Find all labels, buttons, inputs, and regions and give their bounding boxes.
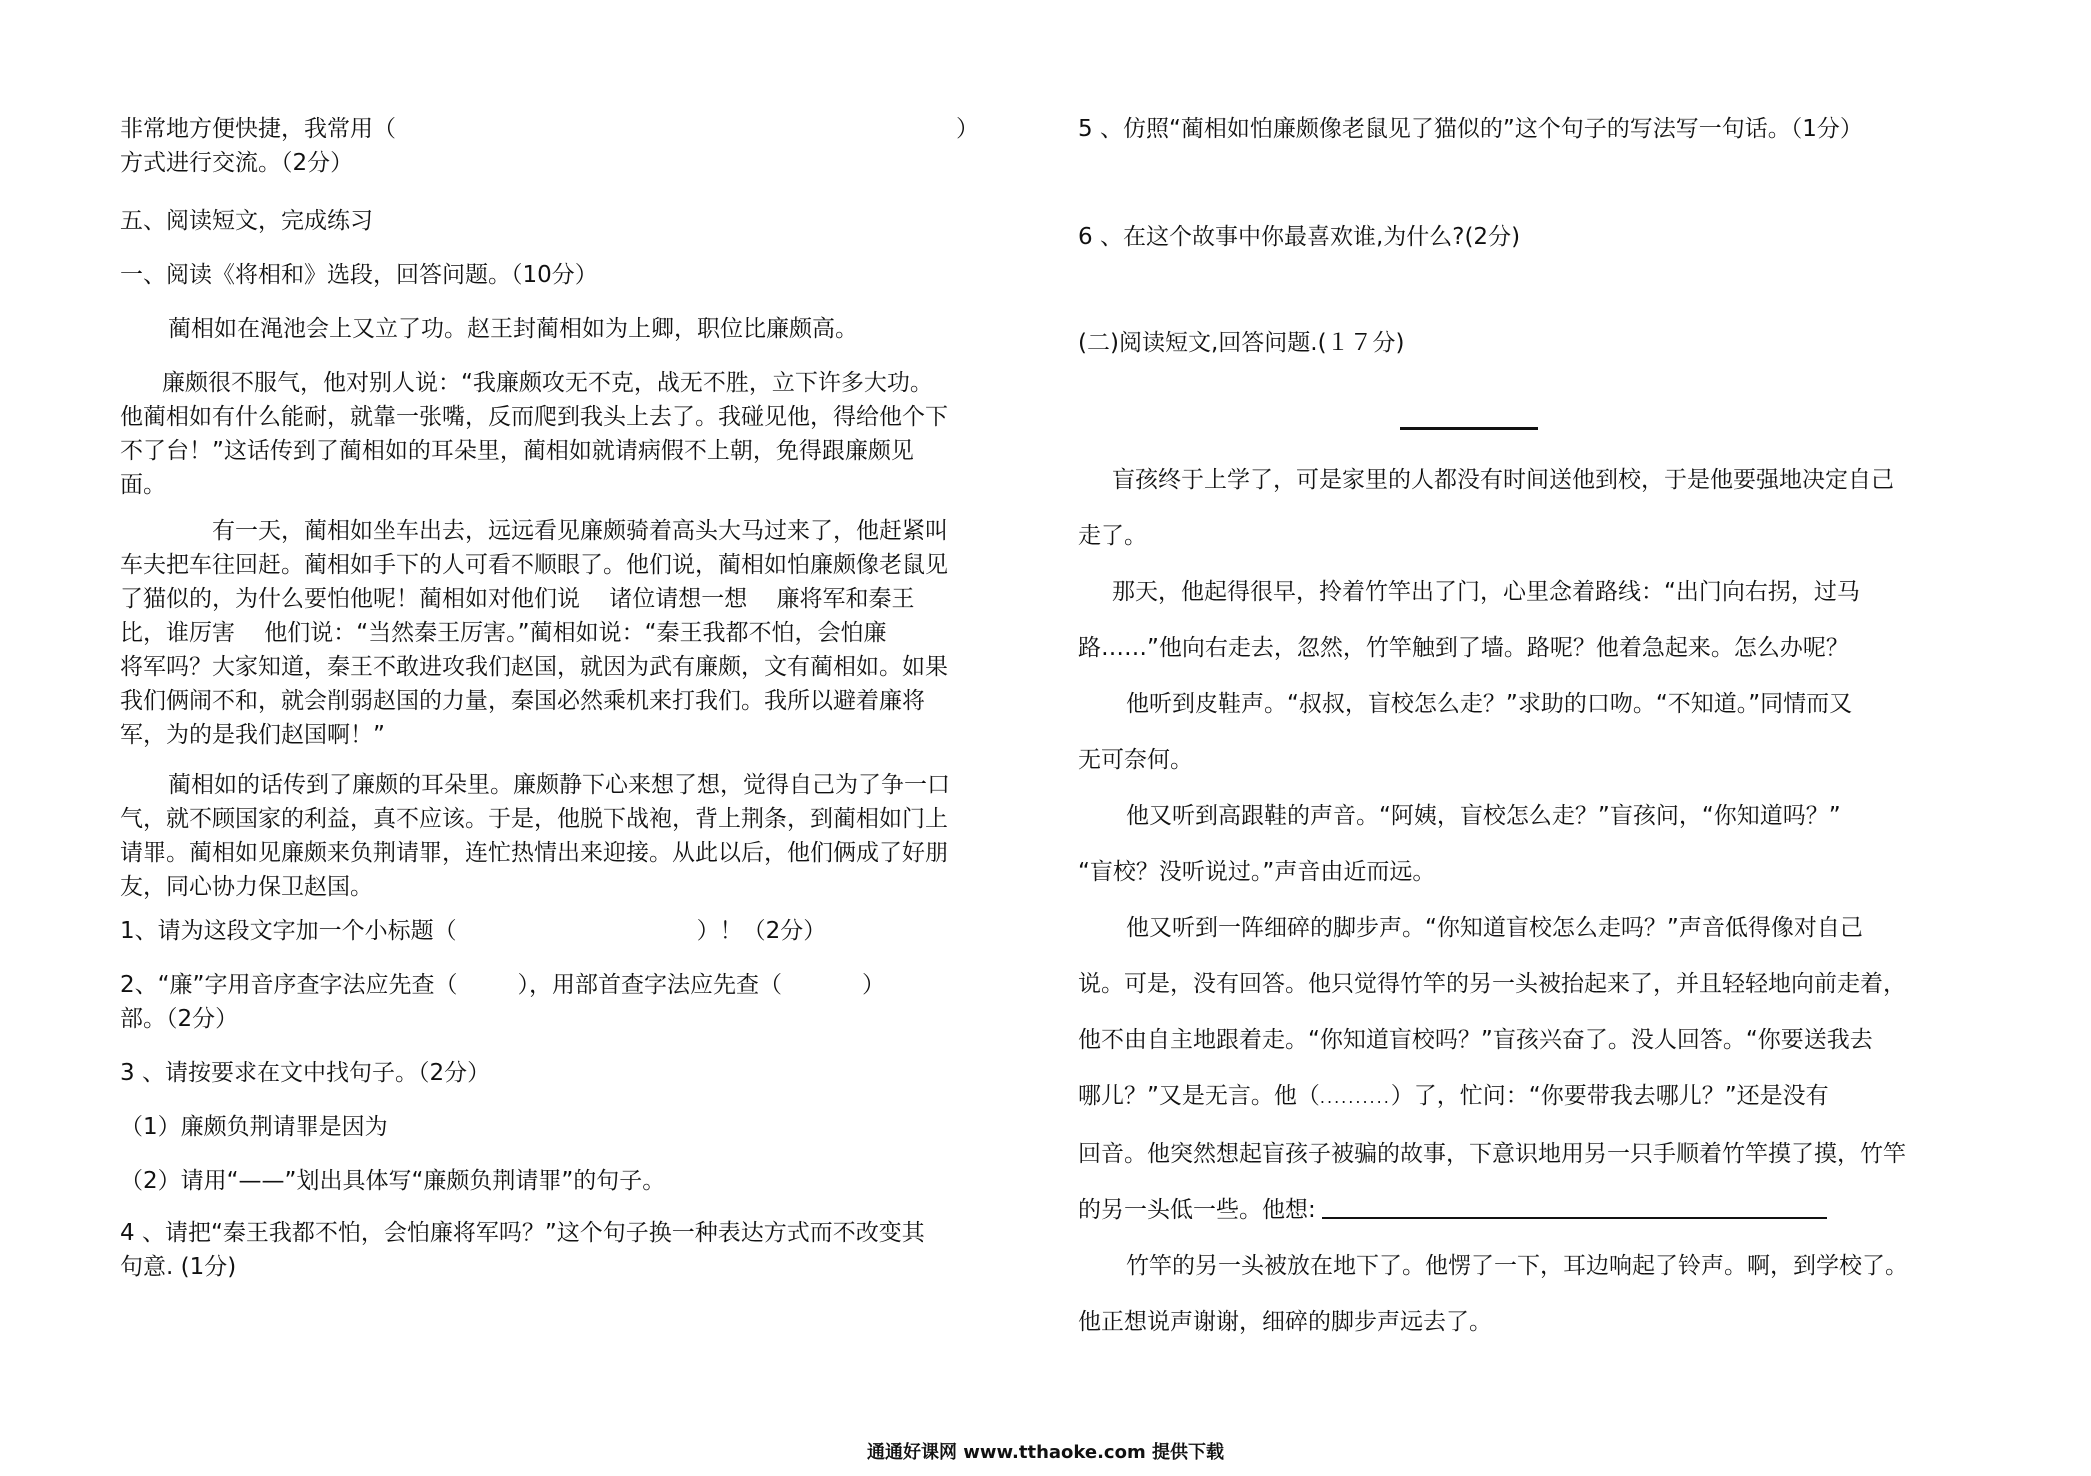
text-line: 路……”他向右走去，忽然，竹竿触到了墙。路呢？他着急起来。怎么办呢？	[1078, 635, 1849, 661]
text-line	[1078, 1068, 1978, 1126]
question-3: 3 、请按要求在文中找句子。（2分）	[120, 1060, 491, 1086]
text-line: 有一天，蔺相如坐车出去，远远看见廉颇骑着高头大马过来了，他赶紧叫	[212, 518, 948, 544]
text-line: 将军吗？大家知道，秦王不敢进攻我们赵国，就因为武有廉颇，文有蔺相如。如果	[120, 654, 948, 680]
story	[1078, 452, 1978, 1350]
text-line: 廉颇很不服气，他对别人说：“我廉颇攻无不克，战无不胜，立下许多大功。	[162, 370, 933, 396]
answer-line	[1322, 1203, 1827, 1219]
text: 1、请为这段文字加一个小标题（	[120, 918, 457, 944]
text: 的另一头低一些。他想:	[1078, 1197, 1316, 1223]
footer: 通通好课网 www.tthaoke.com 提供下载	[867, 1442, 1224, 1463]
text-line: 蔺相如的话传到了廉颇的耳朵里。廉颇静下心来想了想，觉得自己为了争一口	[168, 772, 950, 798]
question-title: 一、阅读《将相和》选段，回答问题。（10分）	[120, 262, 598, 288]
text-line: 面。	[120, 472, 166, 498]
text-line: 他蔺相如有什么能耐，就靠一张嘴，反而爬到我头上去了。我碰见他，得给他个下	[120, 404, 948, 430]
fill-line	[120, 112, 1020, 146]
text-line: 车夫把车往回赶。蔺相如手下的人可看不顺眼了。他们说，蔺相如怕廉颇像老鼠见	[120, 552, 948, 578]
text-line: 4 、请把“秦王我都不怕，会怕廉将军吗？”这个句子换一种表达方式而不改变其	[120, 1220, 925, 1246]
question-3-1: （1）廉颇负荆请罪是因为	[120, 1114, 388, 1140]
text-line: 方式进行交流。（2分）	[120, 150, 354, 176]
question-1	[120, 914, 826, 948]
text-line: 部。（2分）	[120, 1006, 239, 1032]
text-line: 我们俩闹不和，就会削弱赵国的力量，秦国必然乘机来打我们。我所以避着廉将	[120, 688, 925, 714]
passage-paragraph	[120, 366, 948, 502]
text-line: 军，为的是我们赵国啊！”	[120, 722, 385, 748]
question-4	[120, 1216, 925, 1284]
passage-paragraph: 蔺相如在渑池会上又立了功。赵王封蔺相如为上卿，职位比廉颇高。	[168, 316, 858, 342]
text-line: 说。可是，没有回答。他只觉得竹竿的另一头被抬起来了，并且轻轻地向前走着，	[1078, 971, 1906, 997]
text: ），用部首查字法应先查（	[517, 972, 782, 998]
question-5: 5 、仿照“蔺相如怕廉颇像老鼠见了猫似的”这个句子的写法写一句话。（1分）	[1078, 116, 1863, 142]
text: ）	[861, 972, 885, 998]
text-line: 无可奈何。	[1078, 747, 1193, 773]
text-line: 不了台！”这话传到了蔺相如的耳朵里，蔺相如就请病假不上朝，免得跟廉颇见	[120, 438, 914, 464]
text: 哪儿？”又是无言。他（	[1078, 1083, 1320, 1109]
text: ）！（2分）	[696, 918, 827, 944]
section-heading: 五、阅读短文，完成练习	[120, 208, 373, 234]
text: ）了，忙问：“你要带我去哪儿？”还是没有	[1390, 1083, 1829, 1109]
question-3-2: （2）请用“——”划出具体写“廉颇负荆请罪”的句子。	[120, 1168, 666, 1194]
dotted-blank: ..........	[1319, 1088, 1391, 1107]
text-line: 比，谁厉害 他们说：“当然秦王厉害。”蔺相如说：“秦王我都不怕，会怕廉	[120, 620, 887, 646]
text-line: 他正想说声谢谢，细碎的脚步声远去了。	[1078, 1309, 1492, 1335]
text-line: 走了。	[1078, 523, 1147, 549]
text-line: 气，就不顾国家的利益，真不应该。于是，他脱下战袍，背上荆条，到蔺相如门上	[120, 806, 948, 832]
text-line: 他又听到一阵细碎的脚步声。“你知道盲校怎么走吗？”声音低得像对自己	[1126, 915, 1863, 941]
text: ）	[956, 116, 979, 142]
text-line: 他又听到高跟鞋的声音。“阿姨，盲校怎么走？”盲孩问，“你知道吗？”	[1126, 803, 1841, 829]
text-line: 那天，他起得很早，拎着竹竿出了门，心里念着路线：“出门向右拐，过马	[1112, 579, 1860, 605]
text-line	[1078, 1182, 1978, 1238]
question-2	[120, 968, 885, 1036]
text-line: 他听到皮鞋声。“叔叔，盲校怎么走？”求助的口吻。“不知道。”同情而又	[1126, 691, 1853, 717]
text-line: 盲孩终于上学了，可是家里的人都没有时间送他到校，于是他要强地决定自己	[1112, 467, 1894, 493]
text-line: 请罪。蔺相如见廉颇来负荆请罪，连忙热情出来迎接。从此以后，他们俩成了好朋	[120, 840, 948, 866]
text: 非常地方便快捷，我常用（	[120, 116, 396, 142]
text-line: 回音。他突然想起盲孩子被骗的故事，下意识地用另一只手顺着竹竿摸了摸，竹竿	[1078, 1141, 1906, 1167]
question-6: 6 、在这个故事中你最喜欢谁,为什么?(2分)	[1078, 224, 1521, 250]
text-line: 句意. (1分)	[120, 1254, 237, 1280]
text-line: 了猫似的，为什么要怕他呢！蔺相如对他们说 诸位请想一想 廉将军和秦王	[120, 586, 915, 612]
part-two-heading: (二)阅读短文,回答问题.(１７分)	[1078, 330, 1405, 356]
text-line: 友，同心协力保卫赵国。	[120, 874, 373, 900]
story-title-line	[1400, 427, 1538, 430]
text-line: 竹竿的另一头被放在地下了。他愣了一下，耳边响起了铃声。啊，到学校了。	[1126, 1253, 1908, 1279]
text-line: 他不由自主地跟着走。“你知道盲校吗？”盲孩兴奋了。没人回答。“你要送我去	[1078, 1027, 1873, 1053]
passage-paragraph	[120, 514, 948, 752]
passage-paragraph	[120, 768, 950, 904]
text: 2、“廉”字用音序查字法应先查（	[120, 972, 458, 998]
text-line: “盲校？没听说过。”声音由近而远。	[1078, 859, 1436, 885]
